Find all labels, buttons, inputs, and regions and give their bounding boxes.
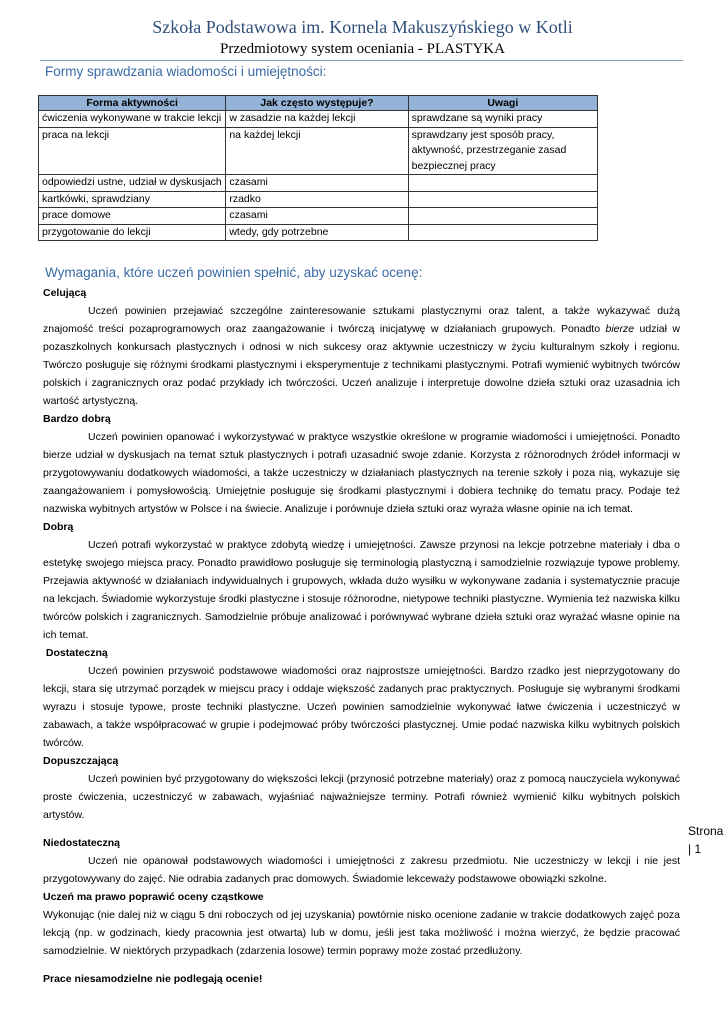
- table-row: [39, 111, 598, 128]
- spacer: [43, 960, 680, 970]
- section-title-requirements: Wymagania, które uczeń powinien spełnić, aby uzyskać ocenę:: [45, 265, 423, 280]
- table-cell: przygotowanie do lekcji: [39, 224, 226, 241]
- grade-text-dobra: Uczeń potrafi wykorzystać w praktyce zdobytą wiedzę i umiejętności. Zawsze przynosi na lekcje potrzebne materiały i dba o estetykę swojego miejsca pracy. Ponadto prawidłowo posługuje się terminologią plastyczną i samodzielnie rozwiązuje typowe problemy. Przejawia aktywność w działaniach indywidualnych i grupowych, wkłada dużo wysiłku w wykonywane zadania i systematycznie pracuje na lekcjach. Świadomie wykorzystuje środki plastyczne i stosuje różnorodne, nietypowe techniki plastyczne. Wymienia też nazwiska kilku twórców polskich i zagranicznych. Samodzielnie próbuje analizować i porównywać wybrane dzieła sztuki oraz wyrażać własne opinie na ich temat.: [43, 539, 680, 641]
- school-name: Szkoła Podstawowa im. Kornela Makuszyńskiego w Kotli: [152, 17, 573, 37]
- table-cell: na każdej lekcji: [226, 127, 408, 175]
- table-cell: w zasadzie na każdej lekcji: [226, 111, 408, 128]
- table-cell: prace domowe: [39, 208, 226, 225]
- grade-text-niedostateczna: Uczeń nie opanował podstawowych wiadomości i umiejętności z zakresu przedmiotu. Nie uczestniczy w lekcji i nie jest przygotowywany do zajęć. Nie odrabia zadanych prac domowych. Świadomie lekceważy podstawowe obowiązki szkolne.: [43, 855, 680, 885]
- grade-text-celujaca: Uczeń powinien przejawiać szczególne zainteresowanie sztukami plastycznymi oraz talent, a także wykazywać dużą znajomość treści pozaprogramowych oraz zaangażowanie i twórczą inicjatywę w działaniach grupowych. Ponadto bierze udział w pozaszkolnych konkursach plastycznych i odnosi w nich sukcesy oraz aktywnie uczestniczy w życiu kulturalnym szkoły i regionu. Twórczo posługuje się różnymi środkami plastycznymi i eksperymentuje z technikami plastycznymi. Potrafi wymienić wybitnych twórców polskich i zagranicznych oraz podać przykłady ich twórczości. Uczeń analizuje i interpretuje dowolne dzieła sztuki oraz uzasadnia ich wartość artystyczną.: [43, 305, 680, 407]
- grade-label-celujaca: Celującą: [43, 287, 87, 299]
- table-row: [39, 127, 598, 175]
- table-cell: [408, 191, 597, 208]
- table-cell: praca na lekcji: [39, 127, 226, 175]
- document-header: [40, 16, 685, 58]
- improve-title: Uczeń ma prawo poprawić oceny cząstkowe: [43, 891, 264, 903]
- table-row: [39, 191, 598, 208]
- table-header-cell: Jak często występuje?: [226, 96, 408, 111]
- table-cell: [408, 175, 597, 192]
- grade-label-bardzo-dobra: Bardzo dobrą: [43, 413, 111, 425]
- final-note: Prace niesamodzielne nie podlegają ocenie!: [43, 973, 263, 985]
- grade-text-dopuszczajaca: Uczeń powinien być przygotowany do większości lekcji (przynosić potrzebne materiały) oraz z pomocą nauczyciela wykonywać proste ćwiczenia, uczestniczyć w zabawach, wyjaśniać najważniejsze terminy. Potrafi również wymienić kilku wybitnych polskich artystów.: [43, 773, 680, 821]
- grades-section: [43, 284, 680, 988]
- table-cell: rzadko: [226, 191, 408, 208]
- section-title-forms: Formy sprawdzania wiadomości i umiejętności:: [45, 64, 327, 79]
- page-number: | 1: [688, 842, 702, 856]
- grade-label-niedostateczna: Niedostateczną: [43, 837, 121, 849]
- table-cell: czasami: [226, 208, 408, 225]
- table-cell: [408, 208, 597, 225]
- table-cell: czasami: [226, 175, 408, 192]
- table-cell: sprawdzany jest sposób pracy, aktywność, przestrzeganie zasad bezpiecznej pracy: [408, 127, 597, 175]
- table-cell: odpowiedzi ustne, udział w dyskusjach: [39, 175, 226, 192]
- table-cell: ćwiczenia wykonywane w trakcie lekcji: [39, 111, 226, 128]
- table-row: [39, 224, 598, 241]
- table-cell: wtedy, gdy potrzebne: [226, 224, 408, 241]
- page-label: Strona: [688, 824, 724, 838]
- subject-title: Przedmiotowy system oceniania - PLASTYKA: [220, 41, 505, 57]
- grade-text-bardzo-dobra: Uczeń powinien opanować i wykorzystywać w praktyce wszystkie określone w programie wiadomości i umiejętności. Ponadto bierze udział w dyskusjach na temat sztuk plastycznych i potrafi uzasadnić swoje zdanie. Korzysta z różnorodnych źródeł informacji w przygotowywaniu dodatkowych wiadomości, a także uczestniczy w działaniach plastycznych na terenie szkoły i poza nią, wykazuje się zaangażowaniem i pomysłowością. Umiejętnie posługuje się środkami plastycznymi i dobiera technikę do tematu pracy. Podaje też nazwiska wybitnych artystów w Polsce i na świecie. Analizuje i porównuje dzieła sztuki oraz wyraża własne opinie na ich temat.: [43, 431, 680, 515]
- table-header-row: [39, 96, 598, 111]
- activity-table: [38, 95, 598, 241]
- table-row: [39, 208, 598, 225]
- table-header-cell: Uwagi: [408, 96, 597, 111]
- header-divider: [40, 60, 683, 61]
- grade-text-dostateczna: Uczeń powinien przyswoić podstawowe wiadomości oraz najprostsze umiejętności. Bardzo rzadko jest nieprzygotowany do lekcji, stara się utrzymać porządek w miejscu pracy i oddaje większość zadanych prac praktycznych. Posługuje się wybranymi środkami wyrazu i stosuje typowe, proste techniki plastyczne. Uczeń powinien samodzielnie wykonywać łatwe ćwiczenia i uczestniczyć w zabawach, a także współpracować w grupie i podejmować próby twórczości plastycznej. Umie podać nazwiska kilku wybitnych polskich twórców.: [43, 665, 680, 749]
- spacer: [43, 824, 680, 834]
- table-cell: [408, 224, 597, 241]
- table-row: [39, 175, 598, 192]
- table-cell: kartkówki, sprawdziany: [39, 191, 226, 208]
- grade-label-dobra: Dobrą: [43, 521, 74, 533]
- grade-label-dostateczna: Dostateczną: [43, 647, 108, 659]
- table-header-cell: Forma aktywności: [39, 96, 226, 111]
- table-cell: sprawdzane są wyniki pracy: [408, 111, 597, 128]
- grade-label-dopuszczajaca: Dopuszczającą: [43, 755, 119, 767]
- improve-text: Wykonując (nie dalej niż w ciągu 5 dni roboczych od jej uzyskania) powtórnie nisko ocenione zadanie w trakcie dodatkowych zajęć poza lekcją (np. w godzinach, kiedy pracownia jest otwarta) lub w domu, jeśli jest taka możliwość i można wierzyć, że będzie pracować samodzielnie. W niektórych przypadkach (zdarzenia losowe) termin poprawy może zostać przedłużony.: [43, 909, 680, 957]
